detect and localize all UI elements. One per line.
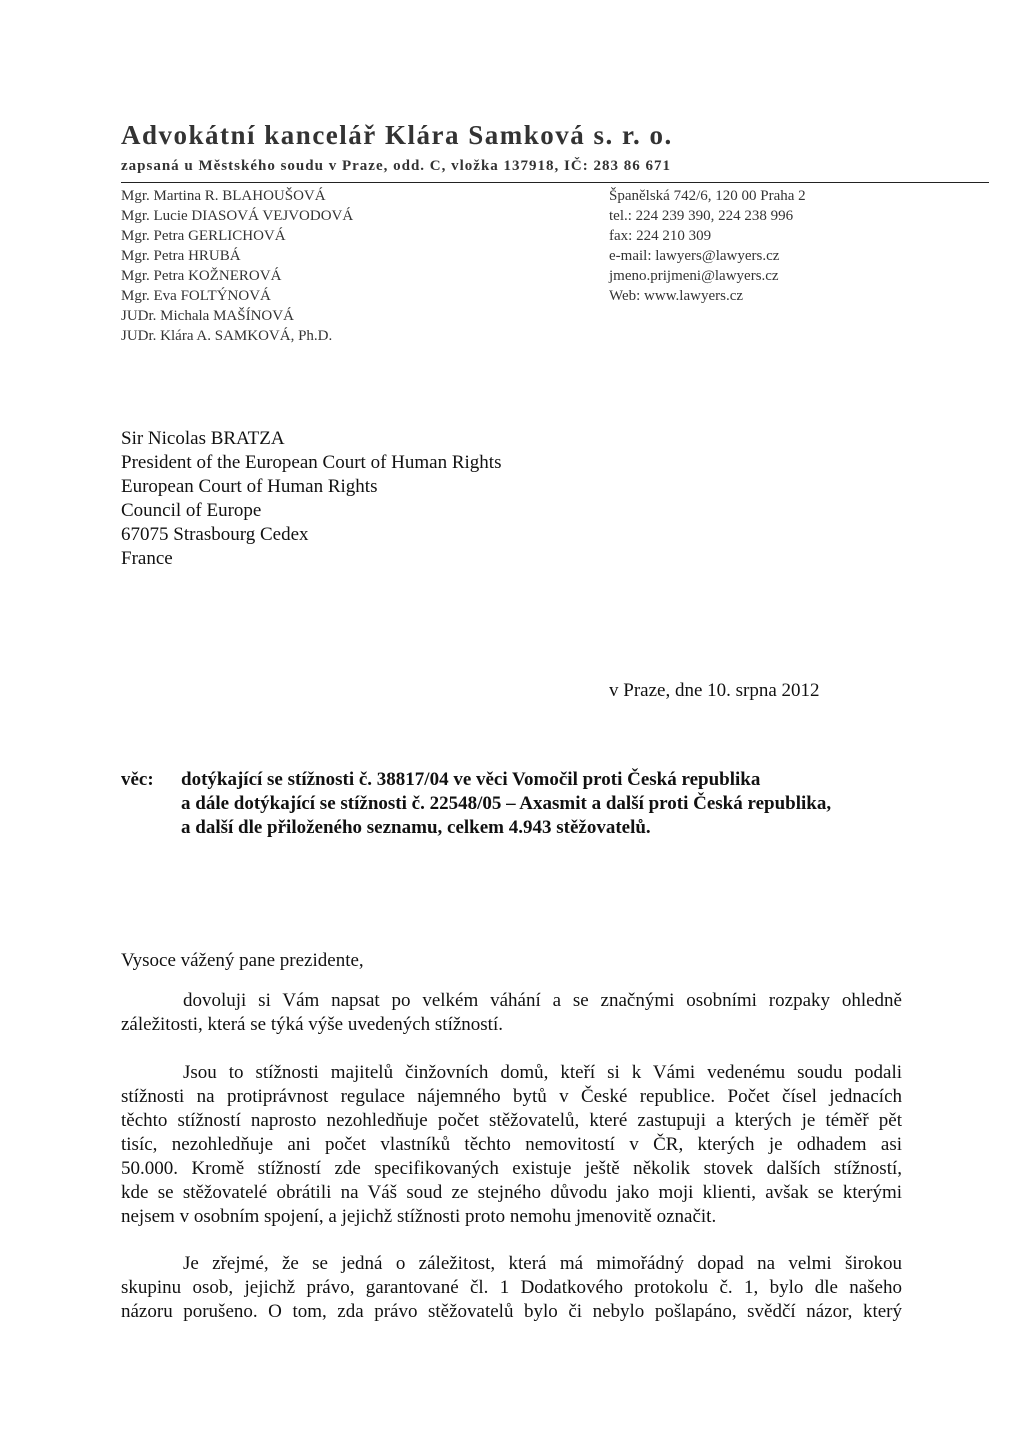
paragraph-line: skupinu osob, jejichž právo, garantované čl. 1 Dodatkového protokolu č. 1, bylo dle našeho <box>121 1277 902 1298</box>
paragraph-line: Jsou to stížnosti majitelů činžovních domů, kteří si k Vámi vedenému soudu podali <box>183 1062 902 1083</box>
salutation: Vysoce vážený pane prezidente, <box>121 950 364 971</box>
header-divider <box>121 182 989 183</box>
recipient-line: 67075 Strasbourg Cedex <box>121 524 309 545</box>
staff-member: Mgr. Martina R. BLAHOUŠOVÁ <box>121 188 326 204</box>
contact-phone: tel.: 224 239 390, 224 238 996 <box>609 208 794 224</box>
paragraph-line: dovoluji si Vám napsat po velkém váhání a se značnými osobními rozpaky ohledně <box>183 990 902 1011</box>
staff-member: JUDr. Klára A. SAMKOVÁ, Ph.D. <box>121 328 333 344</box>
staff-member: Mgr. Petra HRUBÁ <box>121 248 241 264</box>
staff-member: Mgr. Petra GERLICHOVÁ <box>121 228 286 244</box>
recipient-line: President of the European Court of Human Rights <box>121 452 502 473</box>
paragraph-line: názoru porušeno. O tom, zda právo stěžovatelů bylo či nebylo pošlapáno, svědčí názor, který <box>121 1301 902 1322</box>
recipient-line: France <box>121 548 173 569</box>
paragraph-line: Je zřejmé, že se jedná o záležitost, která má mimořádný dopad na velmi širokou <box>183 1253 902 1274</box>
paragraph-line: záležitosti, která se týká výše uvedených stížností. <box>121 1014 503 1035</box>
date-line: v Praze, dne 10. srpna 2012 <box>609 680 820 701</box>
staff-member: JUDr. Michala MAŠÍNOVÁ <box>121 308 294 324</box>
recipient-line: Council of Europe <box>121 500 262 521</box>
staff-member: Mgr. Lucie DIASOVÁ VEJVODOVÁ <box>121 208 354 224</box>
recipient-line: Sir Nicolas BRATZA <box>121 428 285 449</box>
staff-member: Mgr. Eva FOLTÝNOVÁ <box>121 288 271 304</box>
staff-member: Mgr. Petra KOŽNEROVÁ <box>121 268 282 284</box>
contact-web: Web: www.lawyers.cz <box>609 288 744 304</box>
paragraph-line: kde se stěžovatelé obrátili na Váš soud ze stejného důvodu jako moji klienti, avšak se kterými <box>121 1182 902 1203</box>
paragraph-line: 50.000. Kromě stížností zde specifikovaných existuje ještě několik stovek dalších stížností, <box>121 1158 902 1179</box>
subject-label: věc: <box>121 769 154 790</box>
contact-address: Španělská 742/6, 120 00 Praha 2 <box>609 188 806 204</box>
paragraph-line: nejsem v osobním spojení, a jejichž stížnosti proto nemohu jmenovitě označit. <box>121 1206 717 1227</box>
paragraph-line: stížnosti na protiprávnost regulace nájemného bytů v České republice. Počet čísel jednacích <box>121 1086 902 1107</box>
firm-registration: zapsaná u Městského soudu v Praze, odd. C, vložka 137918, IČ: 283 86 671 <box>121 158 671 174</box>
contact-personal-email: jmeno.prijmeni@lawyers.cz <box>609 268 779 284</box>
subject-line: a dále dotýkající se stížnosti č. 22548/05 – Axasmit a další proti Česká republika, <box>181 793 832 814</box>
firm-name: Advokátní kancelář Klára Samková s. r. o. <box>121 120 673 150</box>
contact-email: e-mail: lawyers@lawyers.cz <box>609 248 780 264</box>
subject-line: dotýkající se stížnosti č. 38817/04 ve věci Vomočil proti Česká republika <box>181 769 761 790</box>
subject-line: a další dle přiloženého seznamu, celkem 4.943 stěžovatelů. <box>181 817 651 838</box>
contact-fax: fax: 224 210 309 <box>609 228 712 244</box>
recipient-line: European Court of Human Rights <box>121 476 378 497</box>
paragraph-line: těchto stížností naprosto nezohledňuje počet stěžovatelů, které zastupuji a kterých je téměř pět <box>121 1110 902 1131</box>
paragraph-line: tisíc, nezohledňuje ani počet vlastníků těchto nemovitostí v ČR, kterých je odhadem asi <box>121 1134 902 1155</box>
